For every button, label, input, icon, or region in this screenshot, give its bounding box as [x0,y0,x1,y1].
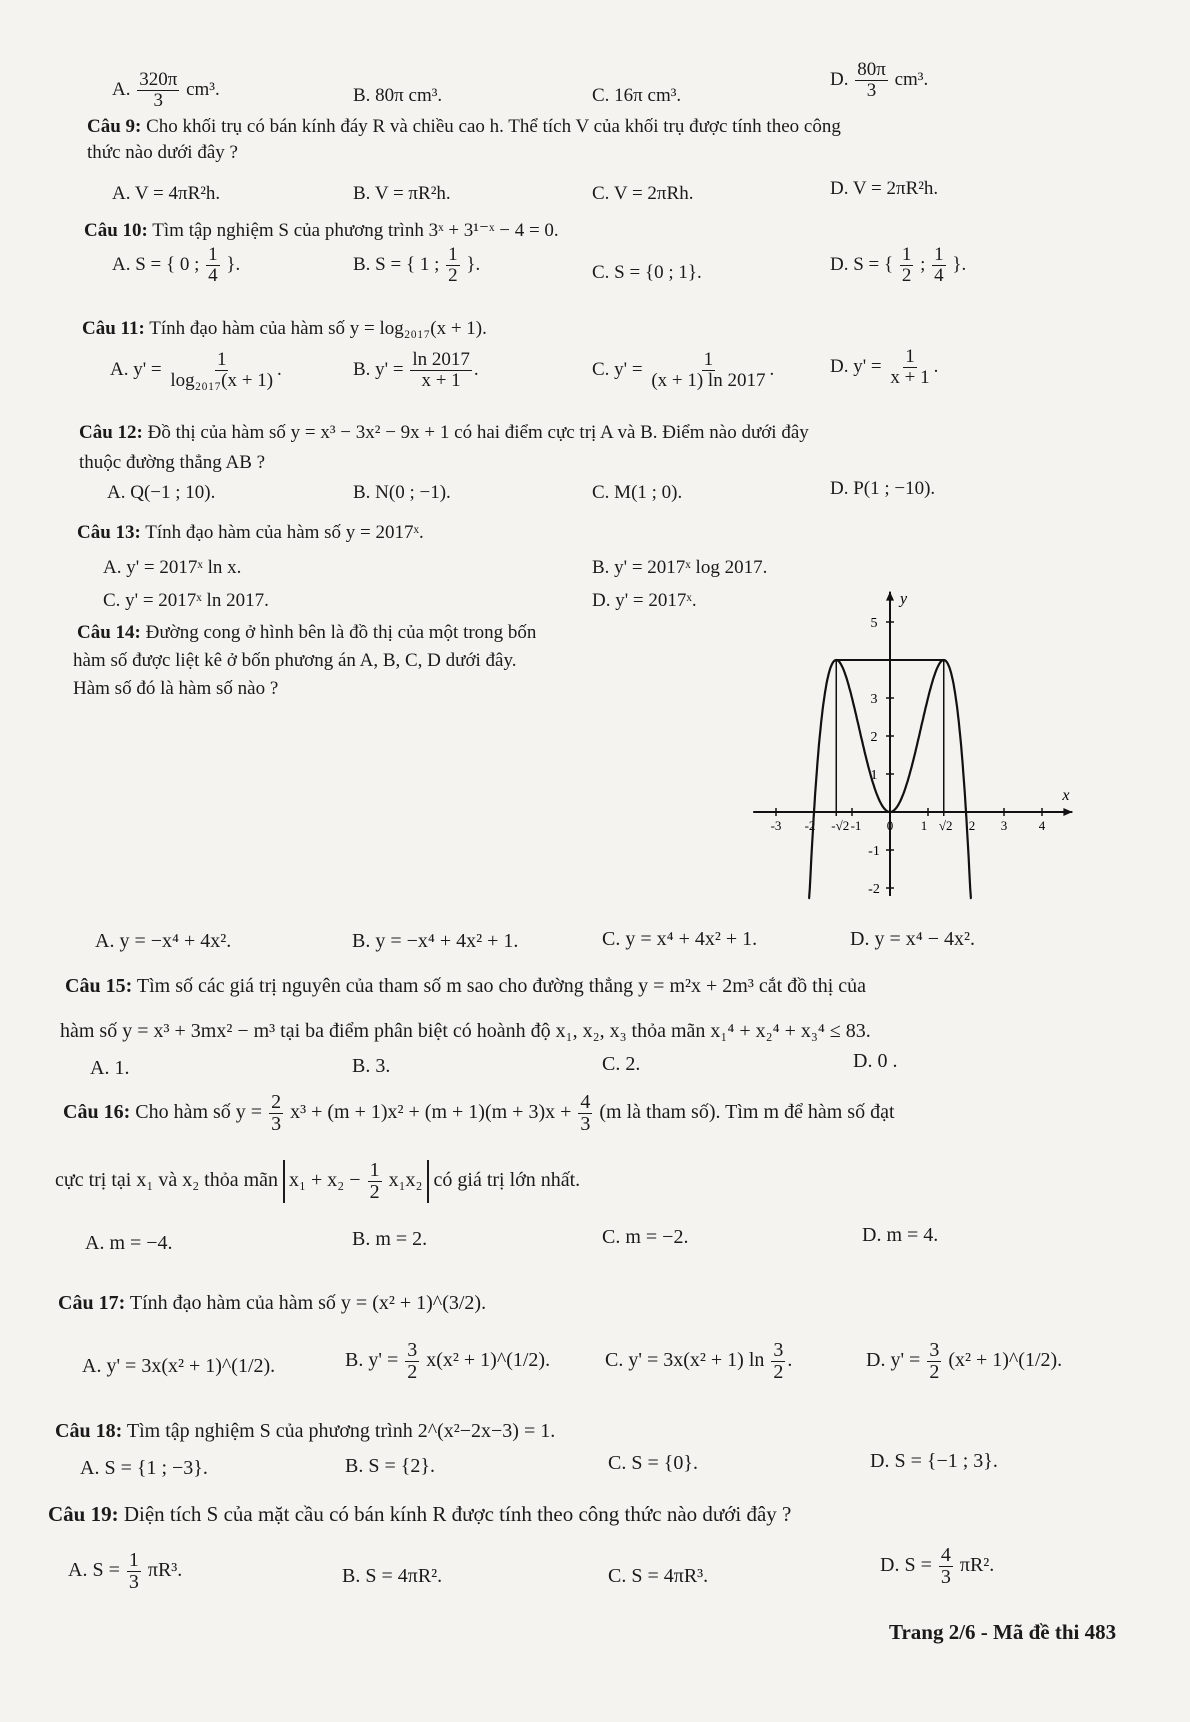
q15-option-b: B. 3. [352,1055,391,1077]
y-tick-label: -1 [868,844,880,859]
y-axis-arrow [886,592,894,601]
q11-option-d: D. y' = $\frac{1}{x + 1}$ . [830,346,939,388]
q16-question: Câu 16: Cho hàm số y = $\frac{2}{3}$ x³ + (m + 1)x² + (m + 1)(m + 3)x + $\frac{4}{3}$ (m là tham số). Tìm m để hàm số đạt [63,1091,895,1135]
q14-question: Câu 14: Đường cong ở hình bên là đồ thị của một trong bốn [77,622,537,643]
q13-question: Câu 13: Tính đạo hàm của hàm số y = 2017ˣ. [77,522,424,543]
q15-option-c: C. 2. [602,1053,641,1075]
q16-option-b: B. m = 2. [352,1228,428,1250]
q11-option-b: B. y' = $\frac{\ln 2017}{x + 1}$ . [353,349,479,391]
q12-option-d: D. P(1 ; −10). [830,478,936,499]
q10-question: Câu 10: Tìm tập nghiệm S của phương trình 3ˣ + 3¹⁻ˣ − 4 = 0. [84,220,559,241]
q13-option-d: D. y' = 2017ˣ. [592,590,697,611]
x-tick-label: 4 [1038,818,1046,833]
q18-option-d: D. S = {−1 ; 3}. [870,1450,998,1472]
q18-option-b: B. S = {2}. [345,1455,435,1477]
q9-option-c: C. V = 2πRh. [592,183,694,204]
q9-option-b: B. V = πR²h. [353,183,451,204]
q11-question: Câu 11: Tính đạo hàm của hàm số y = log₂₀₁₇(x + 1). [82,318,487,339]
q17-option-d: D. y' = $\frac{3}{2}$ (x² + 1)^(1/2). [866,1339,1063,1383]
q15-question-cont: hàm số y = x³ + 3mx² − m³ tại ba điểm phân biệt có hoành độ x₁, x₂, x₃ thỏa mãn x₁⁴ + x₂⁴ + x₃⁴ ≤ 83. [60,1020,871,1042]
x-tick-label: -2 [804,818,816,833]
q8-option-d: D. $\frac{80\pi}{3}$ cm³. [830,59,929,101]
x-tick-label: -√2 [831,818,850,833]
q17-option-b: B. y' = $\frac{3}{2}$ x(x² + 1)^(1/2). [345,1339,551,1383]
y-tick-label: 2 [870,730,878,745]
q16-option-d: D. m = 4. [862,1224,939,1246]
q10-option-c: C. S = {0 ; 1}. [592,262,702,283]
q15-option-d: D. 0 . [853,1050,898,1072]
q10-option-a: A. S = { 0 ; $\frac{1}{4}$ }. [112,244,241,286]
page-footer: Trang 2/6 - Mã đề thi 483 [889,1620,1117,1644]
y-tick-label: -2 [868,882,880,897]
x-tick-label: -1 [850,818,862,833]
q12-question-cont: thuộc đường thẳng AB ? [79,452,266,473]
q19-option-d: D. S = $\frac{4}{3}$ πR². [880,1544,995,1588]
q9-question-cont: thức nào dưới đây ? [87,142,238,163]
q9-option-a: A. V = 4πR²h. [112,183,221,204]
q12-question: Câu 12: Đồ thị của hàm số y = x³ − 3x² − 9x + 1 có hai điểm cực trị A và B. Điểm nào dưới đây [79,422,809,443]
q14-question-cont1: hàm số được liệt kê ở bốn phương án A, B, C, D dưới đây. [73,650,517,671]
q12-option-a: A. Q(−1 ; 10). [107,482,216,503]
q15-option-a: A. 1. [90,1057,130,1079]
q16-question-cont: cực trị tại x₁ và x₂ thỏa mãn x₁ + x₂ − $\frac{1}{2}$ x₁x₂ có giá trị lớn nhất. [55,1159,581,1203]
x-tick-label: √2 [938,818,953,833]
x-tick-label: 1 [920,818,928,833]
y-tick-label: 1 [870,768,878,783]
q9-option-d: D. V = 2πR²h. [830,178,939,199]
q10-option-d: D. S = { $\frac{1}{2}$ ; $\frac{1}{4}$ }. [830,244,967,286]
q8-option-c: C. 16π cm³. [592,85,682,106]
q12-option-b: B. N(0 ; −1). [353,482,451,503]
q15-question: Câu 15: Tìm số các giá trị nguyên của tham số m sao cho đường thẳng y = m²x + 2m³ cắt đồ thị của [65,975,867,997]
q19-option-b: B. S = 4πR². [342,1565,443,1587]
x-tick-label: 3 [1000,818,1008,833]
q19-question: Câu 19: Diện tích S của mặt cầu có bán kính R được tính theo công thức nào dưới đây ? [48,1502,792,1526]
x-axis-arrow [1063,808,1072,816]
q11-option-a: A. y' = $\frac{1}{\text{log₂₀₁₇(x + 1)}}$ . [110,349,282,391]
x-tick-label: 0 [886,818,894,833]
q17-option-c: C. y' = 3x(x² + 1) ln $\frac{3}{2}$ . [605,1339,793,1383]
q19-option-a: A. S = $\frac{1}{3}$ πR³. [68,1549,183,1593]
q14-option-c: C. y = x⁴ + 4x² + 1. [602,928,758,950]
q8-option-b: B. 80π cm³. [353,85,443,106]
y-tick-label: 3 [870,692,878,707]
q16-option-c: C. m = −2. [602,1226,689,1248]
y-tick-label: 5 [870,616,878,631]
q14-option-b: B. y = −x⁴ + 4x² + 1. [352,930,519,952]
q18-question: Câu 18: Tìm tập nghiệm S của phương trình 2^(x²−2x−3) = 1. [55,1420,556,1442]
q14-question-cont2: Hàm số đó là hàm số nào ? [73,678,279,699]
q13-option-b: B. y' = 2017ˣ log 2017. [592,557,768,578]
q10-option-b: B. S = { 1 ; $\frac{1}{2}$ }. [353,244,481,286]
q14-option-a: A. y = −x⁴ + 4x². [95,930,232,952]
q13-option-a: A. y' = 2017ˣ ln x. [103,557,242,578]
q19-option-c: C. S = 4πR³. [608,1565,709,1587]
x-tick-label: 2 [968,818,976,833]
q18-option-c: C. S = {0}. [608,1452,698,1474]
q18-option-a: A. S = {1 ; −3}. [80,1457,208,1479]
q11-option-c: C. y' = $\frac{1}{(x + 1) \ln 2017}$ . [592,349,775,391]
q14-option-d: D. y = x⁴ − 4x². [850,928,975,950]
q17-option-a: A. y' = 3x(x² + 1)^(1/2). [82,1355,276,1377]
q9-question: Câu 9: Cho khối trụ có bán kính đáy R và chiều cao h. Thể tích V của khối trụ được tính theo công [87,116,841,137]
q13-option-c: C. y' = 2017ˣ ln 2017. [103,590,269,611]
x-axis-label: x [1062,787,1070,804]
q16-option-a: A. m = −4. [85,1232,173,1254]
x-tick-label: -3 [770,818,782,833]
y-axis-label: y [900,590,908,608]
function-graph [730,590,1090,900]
q8-option-a: A. $\frac{320\pi}{3}$ cm³. [112,69,220,111]
q12-option-c: C. M(1 ; 0). [592,482,683,503]
q17-question: Câu 17: Tính đạo hàm của hàm số y = (x² + 1)^(3/2). [58,1292,487,1314]
